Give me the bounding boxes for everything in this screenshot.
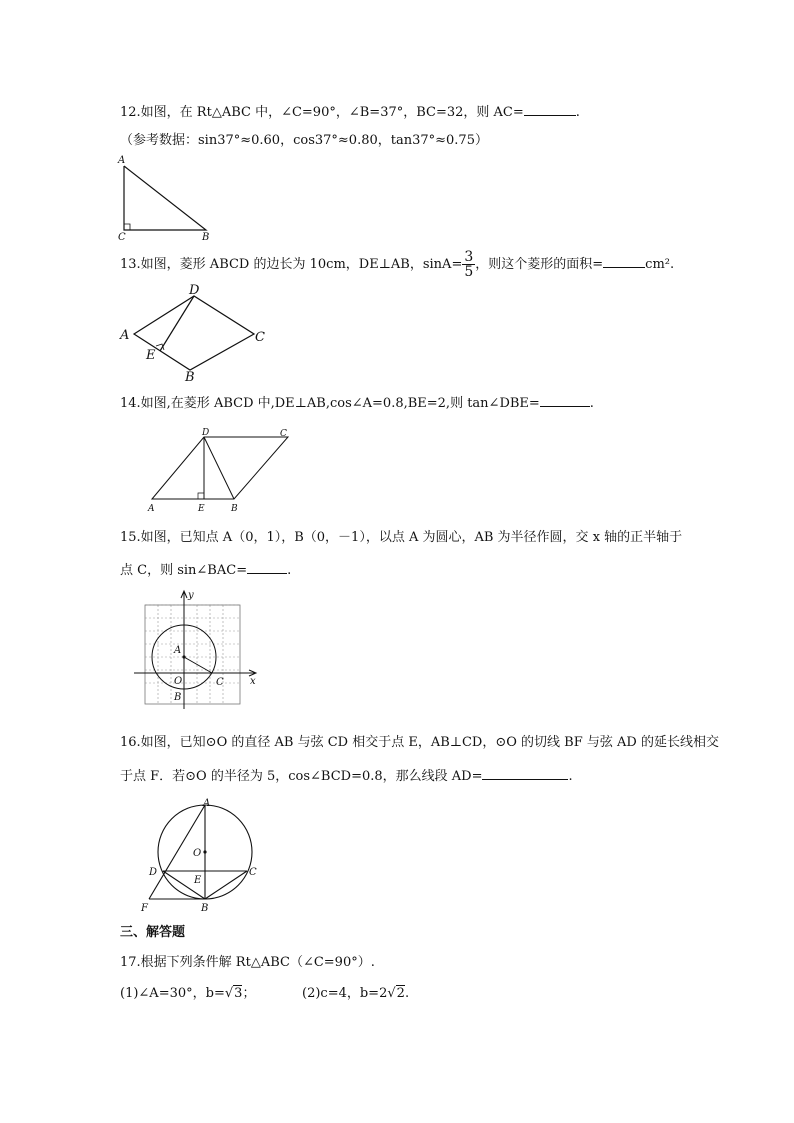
q13-frac-num: 3 xyxy=(464,249,474,265)
q13-frac-den: 5 xyxy=(464,264,474,280)
q14-end: . xyxy=(589,396,594,411)
q16-label-o: O xyxy=(193,848,202,859)
q14-label-c: C xyxy=(280,429,287,439)
q12-label-c: C xyxy=(118,232,126,243)
q13-text xyxy=(120,250,674,279)
q16-end: . xyxy=(568,769,573,784)
q12-end: . xyxy=(575,105,580,120)
q14-label-a: A xyxy=(148,504,155,514)
q14-figure xyxy=(140,425,300,515)
q16-label-b: B xyxy=(201,903,209,914)
q14-text xyxy=(120,392,594,414)
q15-text-line2 xyxy=(120,559,291,581)
q14-label-e: E xyxy=(198,504,205,514)
q13-label-a: A xyxy=(120,328,130,343)
q14-question: 14.如图,在菱形 ABCD 中,DE⊥AB,cos∠A=0.8,BE=2,则 tan∠DBE= xyxy=(120,396,540,411)
q15-label-o: O xyxy=(174,676,183,687)
q12-text xyxy=(120,101,580,123)
q13-question-tail: ，则这个菱形的面积= xyxy=(475,257,604,272)
q17-part2-end: . xyxy=(404,986,410,1001)
q12-answer-blank[interactable] xyxy=(524,101,576,116)
q15-end: . xyxy=(287,563,292,578)
q12-figure xyxy=(112,152,222,244)
q15-label-x: x xyxy=(250,676,256,687)
q16-label-f: F xyxy=(141,903,148,914)
q15-text-line1: 15.如图，已知点 A（0，1），B（0，－1），以点 A 为圆心，AB 为半径作圆，交 x 轴的正半轴于 xyxy=(120,530,683,545)
q12-reference: （参考数据：sin37°≈0.60，cos37°≈0.80，tan37°≈0.75） xyxy=(120,133,488,148)
q16-label-d: D xyxy=(149,867,158,878)
q15-question: 点 C，则 sin∠BAC= xyxy=(120,563,248,578)
section-title: 三、解答题 xyxy=(120,925,186,940)
q16-label-c: C xyxy=(249,867,257,878)
q12-question: 12.如图，在 Rt△ABC 中，∠C=90°，∠B=37°，BC=32，则 AC= xyxy=(120,105,524,120)
q17-part1-end: ； xyxy=(242,986,256,1001)
q14-answer-blank[interactable] xyxy=(540,392,590,407)
q15-label-b: B xyxy=(174,692,182,703)
q16-answer-blank[interactable] xyxy=(482,765,568,780)
q12-label-b: B xyxy=(202,232,210,243)
q15-figure xyxy=(130,587,265,709)
q17-part1-radicand: 3 xyxy=(234,986,243,1001)
q13-label-b: B xyxy=(185,370,195,384)
q13-label-d: D xyxy=(189,283,200,298)
q13-question: 13.如图，菱形 ABCD 的边长为 10cm，DE⊥AB，sinA= xyxy=(120,257,463,272)
q17-part2-text: (2)c=4，b=2 xyxy=(302,986,388,1001)
q12-label-a: A xyxy=(118,155,126,166)
q13-figure xyxy=(112,282,272,384)
q15-label-a: A xyxy=(174,645,182,656)
q14-label-d: D xyxy=(202,428,210,438)
q17-part1-text: (1)∠A=30°，b= xyxy=(120,986,225,1001)
q15-answer-blank[interactable] xyxy=(247,559,287,574)
q16-text-line1: 16.如图，已知⊙O 的直径 AB 与弦 CD 相交于点 E，AB⊥CD，⊙O 的切线 BF 与弦 AD 的延长线相交 xyxy=(120,735,719,750)
q16-question: 于点 F．若⊙O 的半径为 5，cos∠BCD=0.8，那么线段 AD= xyxy=(120,769,483,784)
q17-text: 17.根据下列条件解 Rt△ABC（∠C=90°）. xyxy=(120,955,375,970)
q16-text-line2 xyxy=(120,765,573,787)
q13-fraction xyxy=(462,250,475,279)
q13-label-e: E xyxy=(146,348,156,363)
q17-part1: (1)∠A=30°，b=√3； xyxy=(120,986,256,1001)
q15-label-c: C xyxy=(216,677,224,688)
q17-part2: (2)c=4，b=2√2. xyxy=(302,986,410,1001)
q17-part2-radicand: 2 xyxy=(396,986,405,1001)
q13-unit: cm². xyxy=(645,257,675,272)
q16-label-a: A xyxy=(203,798,211,809)
q13-label-c: C xyxy=(255,330,265,345)
q13-answer-blank[interactable] xyxy=(603,253,645,268)
q16-figure xyxy=(135,795,265,915)
q16-label-e: E xyxy=(194,875,202,886)
q14-label-b: B xyxy=(231,504,238,514)
q15-label-y: y xyxy=(188,590,194,601)
